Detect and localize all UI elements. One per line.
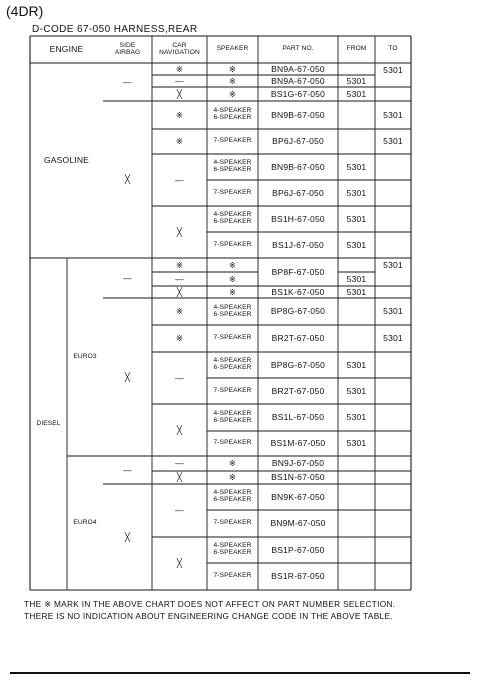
part-number: BR2T-67-050	[271, 386, 325, 396]
header-side-airbag: SIDE AIRBAG	[114, 42, 141, 56]
speaker-value: 4-SPEAKER 6-SPEAKER	[213, 211, 252, 225]
part-number: BN9K-67-050	[271, 492, 325, 502]
car-navigation-value: ※	[175, 260, 184, 270]
car-navigation-value: ╳	[176, 287, 183, 297]
speaker-value: ※	[228, 458, 237, 468]
car-navigation-value: —	[175, 175, 184, 185]
header-car-navigation: CAR NAVIGATION	[159, 42, 200, 56]
part-number: BS1N-67-050	[271, 472, 325, 482]
from-code: 5301	[346, 412, 367, 422]
part-number: BS1K-67-050	[271, 287, 325, 297]
from-code: 5301	[346, 188, 367, 198]
side-airbag-value: ╳	[124, 532, 131, 542]
header-from: FROM	[346, 45, 367, 52]
car-navigation-value: ※	[175, 333, 184, 343]
part-number: BS1P-67-050	[271, 545, 325, 555]
speaker-value: 7-SPEAKER	[213, 189, 252, 196]
part-number: BN9B-67-050	[271, 110, 325, 120]
to-code: 5301	[383, 65, 403, 75]
part-number: BS1G-67-050	[270, 89, 326, 99]
car-navigation-value: ※	[175, 64, 184, 74]
header-speaker: SPEAKER	[216, 45, 249, 52]
part-number: BP6J-67-050	[272, 136, 324, 146]
speaker-value: 4-SPEAKER 6-SPEAKER	[213, 159, 252, 173]
speaker-value: 4-SPEAKER 6-SPEAKER	[213, 410, 252, 424]
part-number: BS1R-67-050	[271, 571, 325, 581]
to-code: 5301	[383, 110, 403, 120]
engine-sub-euro4: EURO4	[73, 519, 97, 526]
from-code: 5301	[346, 360, 367, 370]
car-navigation-value: —	[175, 505, 184, 515]
speaker-value: ※	[228, 287, 237, 297]
part-number: BP8F-67-050	[271, 267, 325, 277]
speaker-value: 4-SPEAKER 6-SPEAKER	[213, 107, 252, 121]
part-number: BN9A-67-050	[271, 76, 325, 86]
car-navigation-value: —	[175, 76, 184, 86]
from-code: 5301	[346, 162, 367, 172]
d-code-subtitle: D-CODE 67-050 HARNESS,REAR	[32, 24, 198, 35]
speaker-value: 7-SPEAKER	[213, 572, 252, 579]
speaker-value: ※	[228, 260, 237, 270]
to-code: 5301	[383, 136, 403, 146]
engine-gasoline: GASOLINE	[43, 155, 90, 165]
from-code: 5301	[346, 287, 367, 297]
speaker-value: 7-SPEAKER	[213, 519, 252, 526]
speaker-value: 7-SPEAKER	[213, 334, 252, 341]
part-number: BS1M-67-050	[270, 438, 326, 448]
side-airbag-value: —	[123, 465, 132, 475]
bottom-rule	[10, 672, 470, 674]
car-navigation-value: ※	[175, 136, 184, 146]
side-airbag-value: ╳	[124, 174, 131, 184]
part-number: BP6J-67-050	[272, 188, 324, 198]
part-number: BN9J-67-050	[271, 458, 325, 468]
speaker-value: 7-SPEAKER	[213, 387, 252, 394]
page-title: (4DR)	[6, 3, 44, 19]
side-airbag-value: —	[123, 77, 132, 87]
speaker-value: 4-SPEAKER 6-SPEAKER	[213, 304, 252, 318]
header-to: TO	[388, 45, 398, 52]
speaker-value: 7-SPEAKER	[213, 241, 252, 248]
from-code: 5301	[346, 438, 367, 448]
car-navigation-value: ╳	[176, 425, 183, 435]
speaker-value: 4-SPEAKER 6-SPEAKER	[213, 357, 252, 371]
to-code: 5301	[383, 260, 403, 270]
side-airbag-value: ╳	[124, 372, 131, 382]
part-number: BN9B-67-050	[271, 162, 325, 172]
from-code: 5301	[346, 214, 367, 224]
speaker-value: 4-SPEAKER 6-SPEAKER	[213, 542, 252, 556]
speaker-value: ※	[228, 274, 237, 284]
part-number: BP8G-67-050	[270, 306, 326, 316]
header-engine: ENGINE	[49, 44, 84, 54]
car-navigation-value: ╳	[176, 89, 183, 99]
side-airbag-value: —	[123, 273, 132, 283]
car-navigation-value: —	[175, 274, 184, 284]
part-number: BS1L-67-050	[271, 412, 325, 422]
speaker-value: 7-SPEAKER	[213, 439, 252, 446]
speaker-value: 4-SPEAKER 6-SPEAKER	[213, 489, 252, 503]
part-number: BS1J-67-050	[272, 240, 324, 250]
note-line-2: THERE IS NO INDICATION ABOUT ENGINEERING CHANGE CODE IN THE ABOVE TABLE.	[24, 611, 393, 621]
speaker-value: ※	[228, 76, 237, 86]
car-navigation-value: ╳	[176, 472, 183, 482]
note-line-1: THE ※ MARK IN THE ABOVE CHART DOES NOT AFFECT ON PART NUMBER SELECTION.	[24, 599, 396, 609]
car-navigation-value: —	[175, 373, 184, 383]
car-navigation-value: ╳	[176, 558, 183, 568]
car-navigation-value: ╳	[176, 227, 183, 237]
speaker-value: ※	[228, 89, 237, 99]
part-number: BP8G-67-050	[270, 360, 326, 370]
from-code: 5301	[346, 89, 367, 99]
to-code: 5301	[383, 333, 403, 343]
speaker-value: ※	[228, 64, 237, 74]
speaker-value: ※	[228, 472, 237, 482]
from-code: 5301	[346, 386, 367, 396]
engine-sub-euro3: EURO3	[73, 353, 97, 360]
car-navigation-value: ※	[175, 110, 184, 120]
car-navigation-value: —	[175, 458, 184, 468]
from-code: 5301	[346, 274, 367, 284]
to-code: 5301	[383, 306, 403, 316]
from-code: 5301	[346, 240, 367, 250]
speaker-value: 7-SPEAKER	[213, 137, 252, 144]
from-code: 5301	[346, 76, 367, 86]
car-navigation-value: ※	[175, 306, 184, 316]
engine-diesel: DIESEL	[36, 420, 61, 427]
part-number: BN9M-67-050	[270, 518, 326, 528]
part-number: BS1H-67-050	[271, 214, 325, 224]
part-number: BN9A-67-050	[271, 64, 325, 74]
part-number: BR2T-67-050	[271, 333, 325, 343]
header-part-no: PART NO.	[282, 45, 314, 52]
